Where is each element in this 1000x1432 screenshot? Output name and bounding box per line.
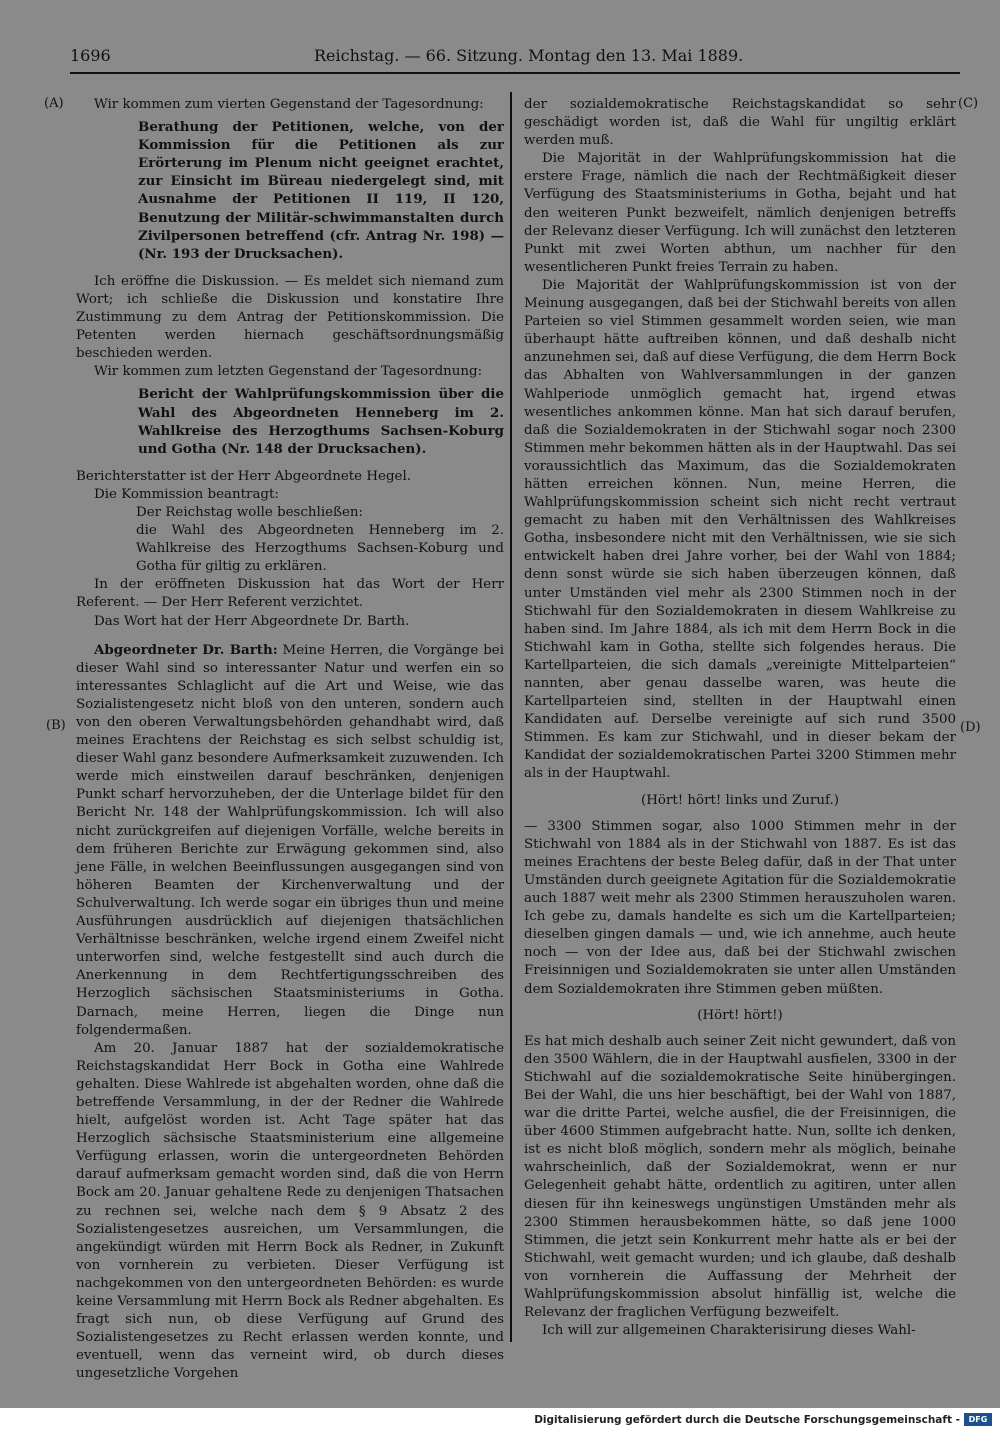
header-rule	[70, 72, 960, 74]
paragraph: In der eröffneten Diskussion hat das Wort der Herr Referent. — Der Herr Referent verzichtet.	[76, 577, 504, 611]
margin-mark-d: (D)	[960, 720, 981, 735]
margin-mark-b: (B)	[46, 718, 66, 733]
page-header	[70, 46, 744, 72]
page-number: 1696	[70, 46, 111, 65]
paragraph: Die Majorität in der Wahlprüfungskommission hat die erstere Frage, nämlich die nach der Rechtmäßigkeit dieser Verfügung des Staatsministeriums in Gotha, bejaht und hat den weiteren Punkt bezweifelt, nämlich denjenigen betreffs der Relevanz dieser Verfügung. Ich will zunächst den letzteren Punkt mit zwei Worten abthun, um nachher für den wesentlicheren Punkt freies Terrain zu haben.	[524, 151, 956, 275]
paragraph: Die Majorität der Wahlprüfungskommission ist von der Meinung ausgegangen, daß bei der Stichwahl bereits von allen Parteien so viel Stimmen gesammelt worden seien, wie man überhaupt hätte auftreiben können, und daß deshalb nicht anzunehmen sei, daß auf diese Verfügung, die dem Herrn Bock das Abhalten von Wahlversammlungen in der ganzen Wahlperiode unmöglich gemacht hat, irgend etwas wesentliches ankommen könne. Man hat sich darauf berufen, daß die Sozialdemokraten in der Stichwahl sogar noch 2300 Stimmen mehr bekommen hätten als in der Hauptwahl. Das sei voraussichtlich das Maximum, das die Sozialdemokraten hätten erreichen können. Nun, meine Herren, die Wahlprüfungskommission scheint sich nicht recht vertraut gemacht zu haben mit den Verhältnissen des Wahlkreises Gotha, insbesondere nicht mit den Verhältnissen, wie sie sich entwickelt haben drei Jahre vorher, bei der Wahl von 1884; denn sonst würde sie sich haben überzeugen können, daß unter Umständen viel mehr als 2300 Stimmen noch in der Stichwahl für den Sozialdemokraten in diesem Wahlkreise zu haben sind. Im Jahre 1884, als ich mit dem Herrn Bock in die Stichwahl kam in Gotha, stellte sich folgendes heraus. Die Kartellparteien, die sich damals „vereinigte Mittelparteien“ nannten, aber genau dasselbe waren, was heute die Kartellparteien sind, stellten in der Hauptwahl einen Kandidaten auf. Derselbe vereinigte auf sich rund 3500 Stimmen. Es kam zur Stichwahl, und in dieser bekam der Kandidat der sozialdemokratischen Partei 3200 Stimmen mehr als in der Hauptwahl.	[524, 277, 956, 782]
paragraph: Am 20. Januar 1887 hat der sozialdemokratische Reichstagskandidat Herr Bock in Gotha eine Wahlrede gehalten. Diese Wahlrede ist abgehalten worden, ohne daß die betreffende Versammlung, in der der Redner die Wahlrede hielt, aufgelöst worden ist. Acht Tage später hat das Herzoglich sächsische Staatsministerium eine allgemeine Verfügung erlassen, worin die untergeordneten Behörden darauf aufmerksam gemacht worden sind, daß die von Herrn Bock am 20. Januar gehaltene Rede zu denjenigen Thatsachen zu rechnen sei, welche nach dem § 9 Absatz 2 des Sozialistengesetzes ausreichen, um Versammlungen, die angekündigt würden mit Herrn Bock als Redner, in Zukunft von vornherein zu verbieten. Dieser Verfügung ist nachgekommen von den untergeordneten Behörden: es wurde keine Versammlung mit Herrn Bock als Redner abgehalten. Es fragt sich nun, ob diese Verfügung auf Grund des Sozialistengesetzes zu Recht erlassen werden konnte, und eventuell, wenn das verneint wird, ob durch dieses ungesetzliche Vorgehen	[76, 1040, 504, 1382]
paragraph: Wir kommen zum vierten Gegenstand der Tagesordnung:	[94, 97, 484, 112]
motion-text: Der Reichstag wolle beschließen:	[136, 504, 364, 520]
paragraph: — 3300 Stimmen sogar, also 1000 Stimmen mehr in der Stichwahl von 1884 als in der Stichwahl von 1887. Es ist das meines Erachtens der beste Beleg dafür, daß in der That unter Umständen durch geeignete Agitation für die Sozialdemokratie auch 1887 weit mehr als 2300 Stimmen herauszuholen waren. Ich gebe zu, damals handelte es sich um die Kartellparteien; dieselben gingen damals — und, wie ich annehme, auch heute noch — von der Idee aus, daß bei der Stichwahl zwischen Freisinnigen und Sozialdemokraten sie unter allen Umständen dem Sozialdemokraten ihre Stimmen geben müßten.	[524, 818, 956, 997]
motion-text: die Wahl des Abgeordneten Henneberg im 2. Wahlkreise des Herzogthums Sachsen-Koburg und Gotha für giltig zu erklären.	[136, 523, 504, 575]
paragraph: Ich eröffne die Diskussion. — Es meldet sich niemand zum Wort; ich schließe die Diskussion und konstatire Ihre Zustimmung zu dem Antrag der Petitionskommission. Die Petenten werden hiernach geschäftsordnungsmäßig beschieden werden.	[76, 273, 504, 362]
dfg-logo: DFG	[964, 1413, 992, 1426]
running-head: Reichstag. — 66. Sitzung. Montag den 13. Mai 1889.	[314, 46, 744, 65]
left-column	[76, 96, 504, 1383]
paragraph: Es hat mich deshalb auch seiner Zeit nicht gewundert, daß von den 3500 Wählern, die in der Hauptwahl ausfielen, 3300 in der Stichwahl auf die sozialdemokratische Seite hinübergingen. Bei der Wahl, die uns hier beschäftigt, bei der Wahl von 1887, war die dritte Partei, welche ausfiel, die der Freisinnigen, die über 4600 Stimmen aufgebracht hatte. Nun, sollte ich denken, ist es nicht bloß möglich, sondern mehr als möglich, beinahe wahrscheinlich, daß der Sozialdemokrat, wenn er nur Gelegenheit gehabt hätte, ordentlich zu agitiren, unter allen diesen für ihn keineswegs ungünstigen Umständen mehr als 2300 Stimmen herausbekommen hätte, so daß jene 1000 Stimmen, die jetzt sein Konkurrent mehr hatte als er bei der Stichwahl, weit gemacht wurden; und ich glaube, daß deshalb von vornherein die Auffassung der Mehrheit der Wahlprüfungskommission absolut hinfällig ist, welche die Relevanz der fraglichen Verfügung bezweifelt.	[524, 1033, 956, 1321]
paragraph: Berichterstatter ist der Herr Abgeordnete Hegel.	[76, 468, 411, 484]
agenda-heading: Berathung der Petitionen, welche, von der Kommission für die Petitionen als zur Erörterung im Plenum nicht geeignet erachtet, zur Einsicht im Büreau niedergelegt sind, mit Ausnahme der Petitionen II 119, II 120, Benutzung der Militär-schwimmanstalten durch Zivilpersonen betreffend (cfr. Antrag Nr. 198) — (Nr. 193 der Drucksachen).	[138, 119, 504, 262]
agenda-heading: Bericht der Wahlprüfungskommission über die Wahl des Abgeordneten Henneberg im 2. Wahlkreise des Herzogthums Sachsen-Koburg und Gotha (Nr. 148 der Drucksachen).	[138, 386, 504, 457]
paragraph: Wir kommen zum letzten Gegenstand der Tagesordnung:	[94, 364, 483, 380]
interjection: (Hört! hört!)	[697, 1007, 783, 1023]
column-divider	[510, 92, 512, 1342]
speaker-label: Abgeordneter Dr. Barth:	[94, 641, 278, 658]
margin-mark-a: (A)	[44, 96, 64, 111]
paragraph: Ich will zur allgemeinen Charakterisirung dieses Wahl-	[542, 1323, 916, 1339]
interjection: (Hört! hört! links und Zuruf.)	[641, 792, 839, 808]
speech-text: Meine Herren, die Vorgänge bei dieser Wahl sind so interessanter Natur und werfen ein so interessantes Schlaglicht auf die Art und Weise, wie das Sozialistengesetz nicht bloß von den unteren, sondern auch von den oberen Verwaltungsbehörden gehandhabt wird, daß meines Erachtens der Reichstag es sich selbst schuldig ist, dieser Wahl ganz besondere Aufmerksamkeit zuzuwenden. Ich werde mich einstweilen darauf beschränken, denjenigen Punkt scharf hervorzuheben, der die Unterlage bildet für den Bericht Nr. 148 der Wahlprüfungskommission. Ich will also nicht zurückgreifen auf diejenigen Vorfälle, welche bereits in dem früheren Berichte zur Erwägung gekommen sind, also jene Fälle, in welchen Beeinflussungen ausgegangen sind von höheren Beamten der Kirchenverwaltung und der Schulverwaltung. Ich werde sogar ein übriges thun und meine Ausführungen ausdrücklich auf diejenigen thatsächlichen Verhältnisse beschränken, welche irgend einem Zweifel nicht unterworfen sind, welche festgestellt sind auch durch die Anerkennung in dem Rechtfertigungsschreiben des Herzoglich sächsischen Staatsministeriums in Gotha. Darnach, meine Herren, liegen die Dinge nun folgendermaßen.	[76, 642, 504, 1038]
right-column	[524, 96, 956, 1340]
margin-mark-c: (C)	[958, 96, 979, 111]
paragraph: Das Wort hat der Herr Abgeordnete Dr. Barth.	[94, 613, 410, 629]
paragraph: der sozialdemokratische Reichstagskandidat so sehr geschädigt worden ist, daß die Wahl für ungiltig erklärt werden muß.	[524, 97, 956, 149]
footer-credit: Digitalisierung gefördert durch die Deutsche Forschungsgemeinschaft -	[534, 1414, 960, 1426]
footer-bar	[0, 1408, 1000, 1432]
paragraph: Die Kommission beantragt:	[94, 486, 279, 502]
speech-paragraph	[76, 641, 504, 1040]
